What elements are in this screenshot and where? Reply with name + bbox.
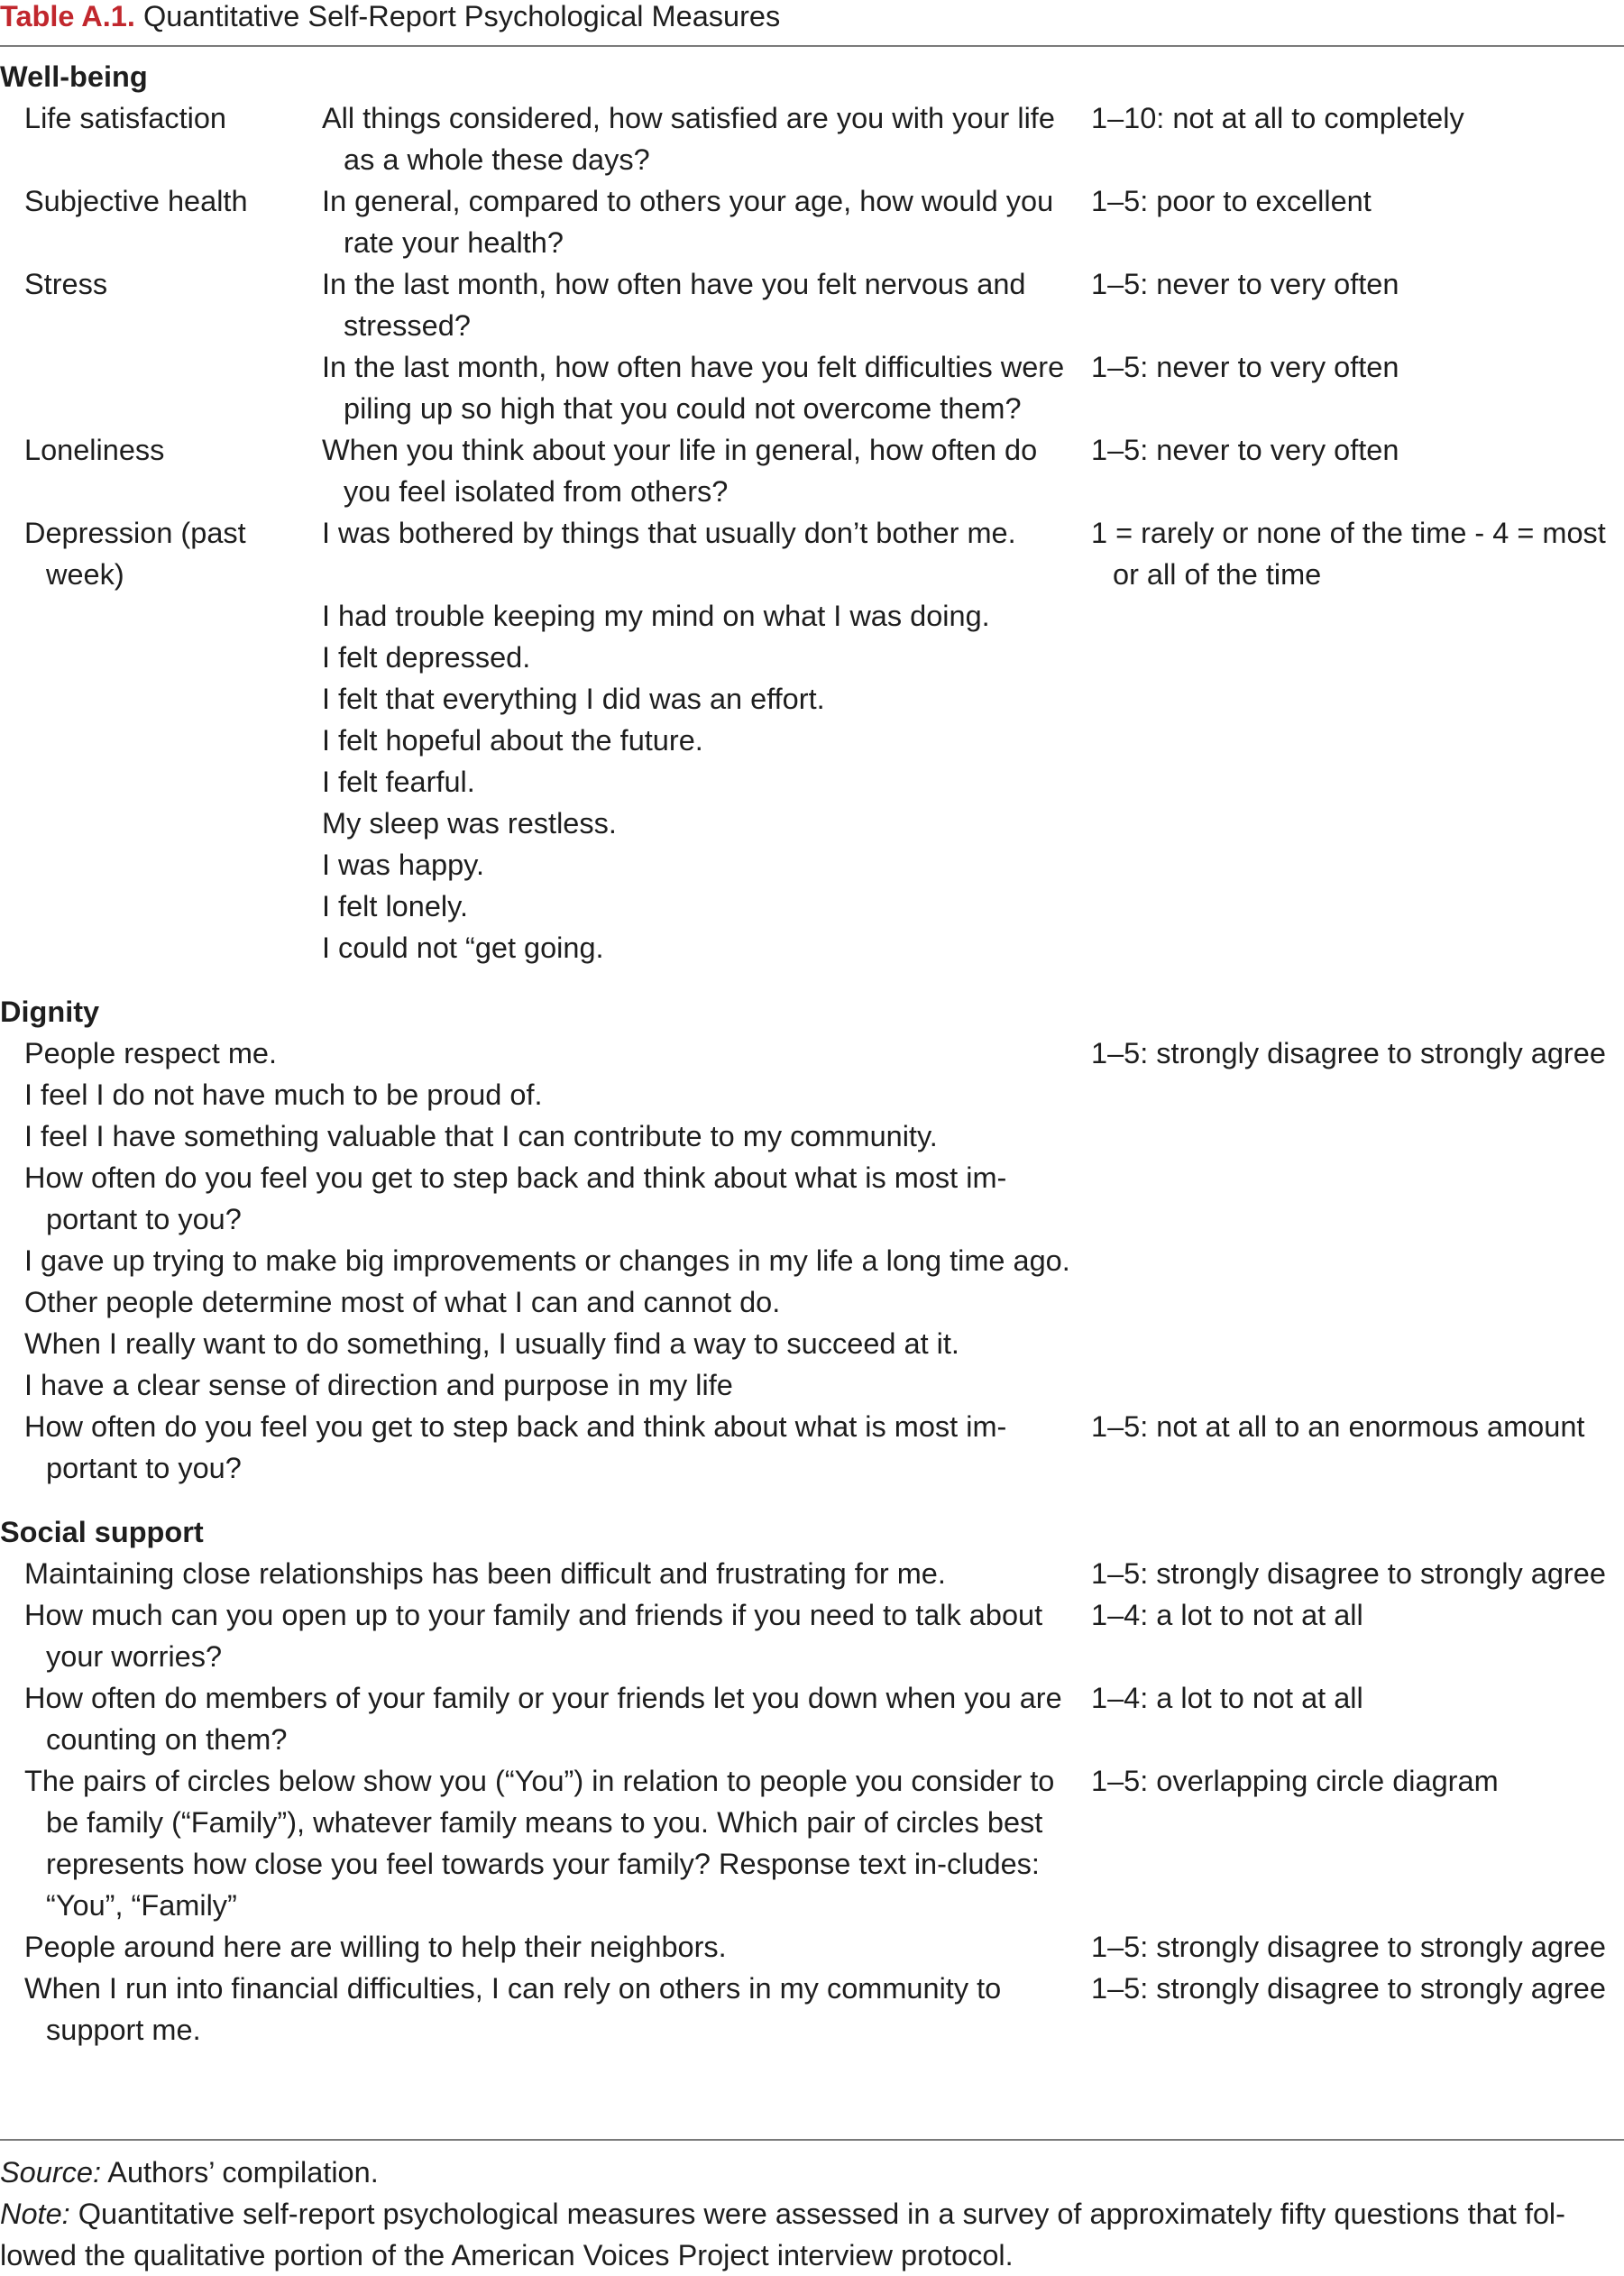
table-row (0, 1323, 1624, 1364)
scale-cell: 1–5: strongly disagree to strongly agree (1091, 1931, 1606, 1963)
item-cell: In the last month, how often have you felt nervous and stressed? (322, 268, 1026, 342)
table-row (0, 1760, 1624, 1926)
scale-cell: 1–4: a lot to not at all (1091, 1682, 1363, 1714)
table-row (0, 1926, 1624, 1968)
scale-cell: 1–5: not at all to an enormous amount (1091, 1410, 1585, 1443)
section-heading: Well-being (0, 60, 148, 93)
note-line (0, 2193, 1624, 2276)
scale-cell: 1–5: poor to excellent (1091, 185, 1372, 217)
table-row (0, 1032, 1624, 1074)
table-row (0, 678, 1624, 720)
section-well-being (0, 56, 1624, 968)
source-text: Authors’ compilation. (107, 2156, 379, 2189)
item-cell: I felt lonely. (322, 890, 468, 922)
item-cell: I feel I have something valuable that I can contribute to my community. (24, 1120, 938, 1152)
item-cell: I could not “get going. (322, 932, 604, 964)
scale-cell: 1–5: strongly disagree to strongly agree (1091, 1972, 1606, 2005)
measure-cell: Life satisfaction (24, 102, 227, 134)
scale-cell: 1–5: strongly disagree to strongly agree (1091, 1557, 1606, 1590)
item-cell: I have a clear sense of direction and purpose in my life (24, 1369, 733, 1401)
scale-cell: 1 = rarely or none of the time - 4 = most or all of the time (1091, 517, 1606, 591)
table-row (0, 803, 1624, 844)
section-heading: Social support (0, 1516, 204, 1548)
table-row (0, 637, 1624, 678)
item-cell: I felt hopeful about the future. (322, 724, 703, 757)
table-row (0, 180, 1624, 263)
scale-cell: 1–5: never to very often (1091, 268, 1399, 300)
scale-cell: 1–5: never to very often (1091, 434, 1399, 466)
measure-cell: Stress (24, 268, 108, 300)
table-row (0, 429, 1624, 512)
table-row (0, 1677, 1624, 1760)
section-dignity (0, 991, 1624, 1489)
item-cell: When I run into financial difficulties, I can rely on others in my community to support me. (24, 1972, 1002, 2046)
item-cell: Maintaining close relationships has been difficult and frustrating for me. (24, 1557, 946, 1590)
table-row (0, 1594, 1624, 1677)
item-cell: I felt that everything I did was an effort. (322, 683, 825, 715)
item-cell: People respect me. (24, 1037, 278, 1069)
bottom-rule (0, 2139, 1624, 2141)
table-row (0, 720, 1624, 761)
item-cell: I felt fearful. (322, 766, 475, 798)
item-cell: I felt depressed. (322, 641, 531, 674)
measure-cell: Loneliness (24, 434, 165, 466)
table-row (0, 1157, 1624, 1240)
table-number: Table A.1. (0, 0, 135, 32)
item-cell: When you think about your life in general, how often do you feel isolated from others? (322, 434, 1038, 508)
item-cell: I had trouble keeping my mind on what I was doing. (322, 600, 990, 632)
item-cell: When I really want to do something, I usually find a way to succeed at it. (24, 1327, 959, 1360)
table-title (0, 0, 780, 45)
table-row (0, 1115, 1624, 1157)
item-cell: In general, compared to others your age, how would you rate your health? (322, 185, 1054, 259)
source-line (0, 2152, 1624, 2193)
source-label: Source: (0, 2156, 102, 2189)
item-cell: People around here are willing to help their neighbors. (24, 1931, 727, 1963)
item-cell: How much can you open up to your family and friends if you need to talk about your worries? (24, 1599, 1043, 1673)
item-cell: I was happy. (322, 849, 485, 881)
table-row (0, 595, 1624, 637)
table-row (0, 886, 1624, 927)
table-row (0, 927, 1624, 968)
item-cell: How often do you feel you get to step back and think about what is most im-portant to you? (24, 1161, 1007, 1235)
table-row (0, 1406, 1624, 1489)
table-row (0, 1074, 1624, 1115)
table-row (0, 1240, 1624, 1281)
table-row (0, 1968, 1624, 2051)
section-heading: Dignity (0, 996, 100, 1028)
note-label: Note: (0, 2198, 70, 2230)
table-row (0, 1553, 1624, 1594)
table-row (0, 761, 1624, 803)
note-text: Quantitative self-report psychological measures were assessed in a survey of approximately fifty questions that fol-lowed the qualitative portion of the American Voices Project interview protocol. (0, 2198, 1565, 2271)
scale-cell: 1–10: not at all to completely (1091, 102, 1464, 134)
table-body (0, 56, 1624, 2073)
scale-cell: 1–5: overlapping circle diagram (1091, 1765, 1499, 1797)
scale-cell: 1–4: a lot to not at all (1091, 1599, 1363, 1631)
top-rule (0, 45, 1624, 47)
item-cell: My sleep was restless. (322, 807, 617, 840)
table-row (0, 346, 1624, 429)
table-row (0, 97, 1624, 180)
item-cell: I was bothered by things that usually don’t bother me. (322, 517, 1016, 549)
item-cell: Other people determine most of what I can and cannot do. (24, 1286, 781, 1318)
section-social-support (0, 1511, 1624, 2051)
item-cell: I gave up trying to make big improvements or changes in my life a long time ago. (24, 1244, 1070, 1277)
measure-cell: Depression (past week) (24, 517, 246, 591)
table-row (0, 1364, 1624, 1406)
item-cell: How often do members of your family or your friends let you down when you are counting on them? (24, 1682, 1062, 1756)
item-cell: In the last month, how often have you felt difficulties were piling up so high that you could not overcome them? (322, 351, 1065, 425)
measure-cell: Subjective health (24, 185, 248, 217)
scale-cell: 1–5: strongly disagree to strongly agree (1091, 1037, 1606, 1069)
item-cell: How often do you feel you get to step back and think about what is most im-portant to you? (24, 1410, 1007, 1484)
table-row (0, 263, 1624, 346)
table-row (0, 844, 1624, 886)
table-footer (0, 2152, 1624, 2276)
table-caption: Quantitative Self-Report Psychological Measures (142, 0, 781, 32)
table-row (0, 1281, 1624, 1323)
scale-cell: 1–5: never to very often (1091, 351, 1399, 383)
item-cell: I feel I do not have much to be proud of. (24, 1078, 543, 1111)
item-cell: The pairs of circles below show you (“You”) in relation to people you consider to be family (“Family”), whatever family means to you. Which pair of circles best represents how close you feel towards your family? Response text in-cludes: “You”, “Family” (24, 1765, 1055, 1922)
table-row (0, 512, 1624, 595)
item-cell: All things considered, how satisfied are you with your life as a whole these days? (322, 102, 1055, 176)
